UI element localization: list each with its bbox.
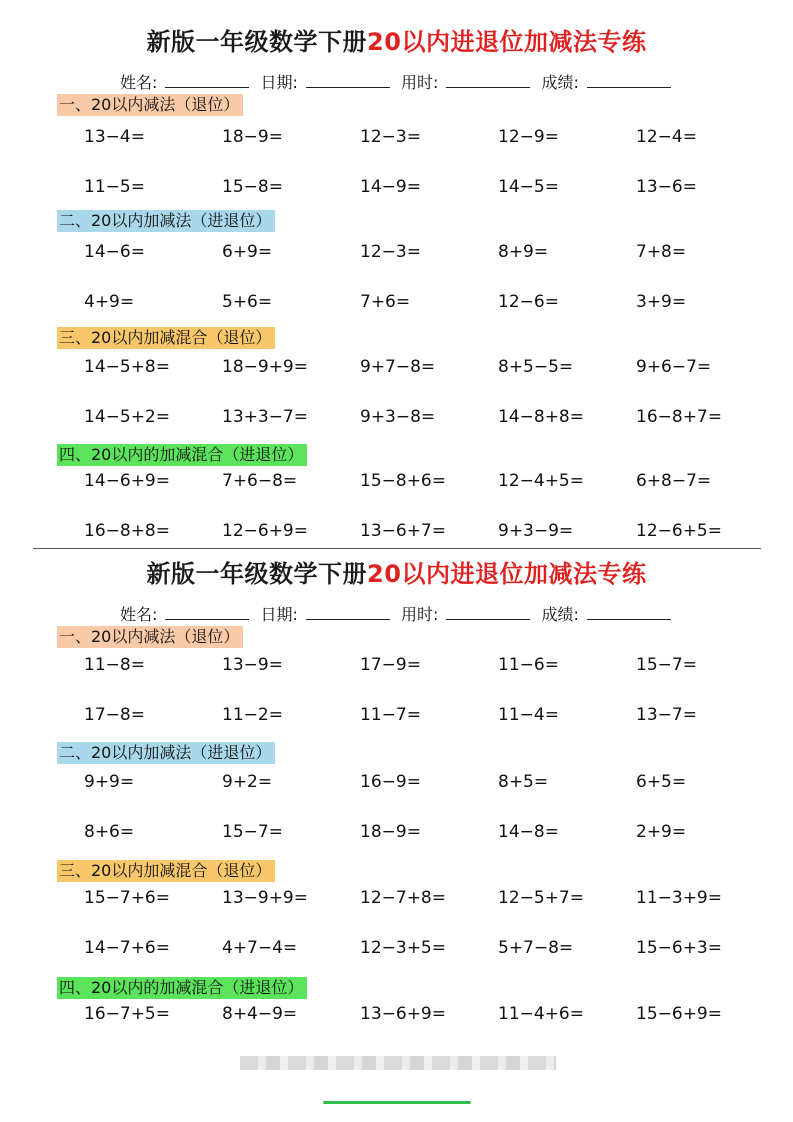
time-label: 用时: — [401, 605, 439, 624]
problem: 9+9= — [84, 772, 135, 792]
problem: 17−9= — [360, 655, 421, 675]
problem: 14−9= — [360, 177, 421, 197]
title-highlight: 20以内进退位加减法专练 — [367, 28, 647, 56]
problem: 13−9= — [222, 655, 283, 675]
name-blank[interactable] — [165, 73, 249, 88]
problem: 12−3+5= — [360, 938, 446, 958]
problem-row — [0, 705, 793, 729]
problem-row — [0, 822, 793, 846]
problem: 14−7+6= — [84, 938, 170, 958]
footer-accent-bar — [323, 1101, 471, 1104]
problem: 8+4−9= — [222, 1004, 298, 1024]
section-4-heading: 四、20以内的加减混合（进退位） — [57, 444, 307, 466]
section-3-heading: 三、20以内加减混合（退位） — [57, 860, 275, 882]
problem-row — [0, 127, 793, 151]
problem-row — [0, 521, 793, 545]
problem-row — [0, 177, 793, 201]
problem: 14−8= — [498, 822, 559, 842]
problem: 6+5= — [636, 772, 687, 792]
problem: 15−8+6= — [360, 471, 446, 491]
date-blank[interactable] — [306, 73, 390, 88]
problem-row — [0, 1004, 793, 1028]
problem: 15−6+3= — [636, 938, 722, 958]
problem: 5+6= — [222, 292, 273, 312]
problem: 14−6+9= — [84, 471, 170, 491]
problem: 14−6= — [84, 242, 145, 262]
problem: 7+8= — [636, 242, 687, 262]
problem: 12−4= — [636, 127, 697, 147]
problem-row — [0, 471, 793, 495]
problem: 14−8+8= — [498, 407, 584, 427]
problem: 12−6= — [498, 292, 559, 312]
problem: 2+9= — [636, 822, 687, 842]
problem: 12−3= — [360, 242, 421, 262]
problem: 18−9+9= — [222, 357, 308, 377]
problem: 12−7+8= — [360, 888, 446, 908]
problem: 9+3−8= — [360, 407, 436, 427]
date-label: 日期: — [260, 605, 298, 624]
section-2-heading: 二、20以内加减法（进退位） — [57, 742, 275, 764]
blurred-footer-text — [240, 1056, 556, 1070]
problem: 13−4= — [84, 127, 145, 147]
problem: 12−5+7= — [498, 888, 584, 908]
date-label: 日期: — [260, 73, 298, 92]
score-blank[interactable] — [587, 605, 671, 620]
problem: 13−7= — [636, 705, 697, 725]
problem-row — [0, 938, 793, 962]
problem: 16−8+7= — [636, 407, 722, 427]
problem: 11−4+6= — [498, 1004, 584, 1024]
problem-row — [0, 357, 793, 381]
problem-row — [0, 292, 793, 316]
problem: 8+9= — [498, 242, 549, 262]
student-info-row — [120, 70, 677, 93]
problem-row — [0, 407, 793, 431]
problem: 11−3+9= — [636, 888, 722, 908]
score-label: 成绩: — [541, 605, 579, 624]
score-label: 成绩: — [541, 73, 579, 92]
problem: 7+6= — [360, 292, 411, 312]
name-label: 姓名: — [120, 605, 158, 624]
problem-row — [0, 655, 793, 679]
problem: 13−9+9= — [222, 888, 308, 908]
problem: 11−4= — [498, 705, 559, 725]
problem: 14−5+2= — [84, 407, 170, 427]
problem: 11−6= — [498, 655, 559, 675]
problem: 15−6+9= — [636, 1004, 722, 1024]
title-highlight: 20以内进退位加减法专练 — [367, 560, 647, 588]
problem: 15−7+6= — [84, 888, 170, 908]
problem: 11−5= — [84, 177, 145, 197]
problem: 13−6+7= — [360, 521, 446, 541]
problem: 16−9= — [360, 772, 421, 792]
problem: 9+7−8= — [360, 357, 436, 377]
section-1-heading: 一、20以内减法（退位） — [57, 94, 243, 116]
title-prefix: 新版一年级数学下册 — [146, 560, 368, 588]
sheet-divider — [33, 548, 761, 549]
problem: 13−6+9= — [360, 1004, 446, 1024]
section-2-heading: 二、20以内加减法（进退位） — [57, 210, 275, 232]
problem: 12−3= — [360, 127, 421, 147]
problem: 11−7= — [360, 705, 421, 725]
problem: 16−8+8= — [84, 521, 170, 541]
problem: 12−6+5= — [636, 521, 722, 541]
problem: 9+3−9= — [498, 521, 574, 541]
problem: 15−7= — [636, 655, 697, 675]
title-prefix: 新版一年级数学下册 — [146, 28, 368, 56]
name-blank[interactable] — [165, 605, 249, 620]
problem: 6+8−7= — [636, 471, 712, 491]
problem-row — [0, 772, 793, 796]
problem: 6+9= — [222, 242, 273, 262]
problem: 7+6−8= — [222, 471, 298, 491]
problem: 17−8= — [84, 705, 145, 725]
time-blank[interactable] — [446, 605, 530, 620]
section-3-heading: 三、20以内加减混合（退位） — [57, 327, 275, 349]
section-1-heading: 一、20以内减法（退位） — [57, 626, 243, 648]
problem: 12−4+5= — [498, 471, 584, 491]
time-blank[interactable] — [446, 73, 530, 88]
problem: 5+7−8= — [498, 938, 574, 958]
problem: 11−8= — [84, 655, 145, 675]
problem-row — [0, 888, 793, 912]
problem: 8+5= — [498, 772, 549, 792]
name-label: 姓名: — [120, 73, 158, 92]
problem: 14−5= — [498, 177, 559, 197]
problem: 8+6= — [84, 822, 135, 842]
problem: 9+2= — [222, 772, 273, 792]
problem: 8+5−5= — [498, 357, 574, 377]
problem: 15−7= — [222, 822, 283, 842]
worksheet-title — [0, 22, 793, 57]
problem: 13−6= — [636, 177, 697, 197]
problem: 18−9= — [222, 127, 283, 147]
problem: 13+3−7= — [222, 407, 308, 427]
worksheet-title — [0, 554, 793, 589]
section-4-heading: 四、20以内的加减混合（进退位） — [57, 977, 307, 999]
problem: 12−9= — [498, 127, 559, 147]
problem: 9+6−7= — [636, 357, 712, 377]
problem: 12−6+9= — [222, 521, 308, 541]
student-info-row — [120, 602, 677, 625]
date-blank[interactable] — [306, 605, 390, 620]
problem: 18−9= — [360, 822, 421, 842]
time-label: 用时: — [401, 73, 439, 92]
problem: 14−5+8= — [84, 357, 170, 377]
problem: 15−8= — [222, 177, 283, 197]
problem: 4+7−4= — [222, 938, 298, 958]
problem: 16−7+5= — [84, 1004, 170, 1024]
problem-row — [0, 242, 793, 266]
problem: 4+9= — [84, 292, 135, 312]
problem: 11−2= — [222, 705, 283, 725]
score-blank[interactable] — [587, 73, 671, 88]
problem: 3+9= — [636, 292, 687, 312]
